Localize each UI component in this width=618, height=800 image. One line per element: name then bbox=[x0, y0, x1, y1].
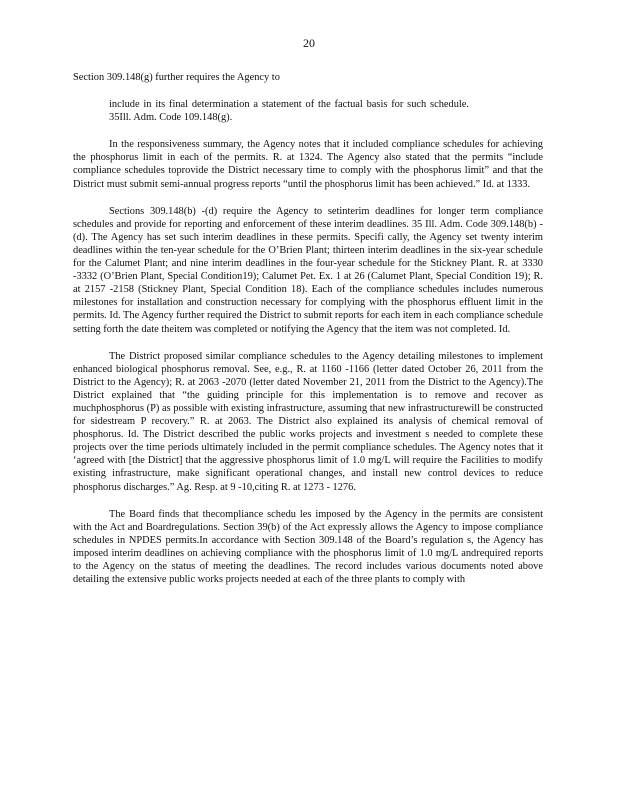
page-number: 20 bbox=[303, 36, 315, 50]
block-quote: include in its final determination a statement of the factual basis for such schedule. 35Ill. Adm. Code 109.148(g). bbox=[109, 99, 469, 124]
paragraph-interim-deadlines: Sections 309.148(b) -(d) require the Agency to setinterim deadlines for longer term compliance schedules and provide for reporting and enforcement of these interim deadlines. 35 Ill. Adm. Code 309.148(b) -(d). The Agency has set such interim deadlines in these permits. Specifi cally, the Agency set twenty interim deadlines within the ten-year schedule for the O’Brien Plant; thirteen interim deadlines in the six-year schedule for the Calumet Plant; and nine interim deadlines in the four-year schedule for the Stickney Plant. R. at 3330 -3332 (O’Brien Plant, Special Condition19); Calumet Pet. Ex. 1 at 26 (Calumet Plant, Special Condition 19); R. at 2157 -2158 (Stickney Plant, Special Condition 18). Each of the compliance schedules includes numerous milestones for installation and construction necessary for complying with the phosphorus effluent limit in the permits. Id. The Agency further required the District to submit reports for each item in each compliance schedule setting forth the date theitem was completed or notifying the Agency that the item was not completed. Id. bbox=[73, 205, 543, 335]
paragraph-district-proposal: The District proposed similar compliance schedules to the Agency detailing milestones to implement enhanced biological phosphorus removal. See, e.g., R. at 1160 -1166 (letter dated October 26, 2011 from the District to the Agency); R. at 2063 -2070 (letter dated November 21, 2011 from the District to the Agency).The District explained that “the guiding principle for this implementation is to remove and recover as muchphosphorus (P) as possible with existing infrastructure, assuming that new infrastructurewill be constructed for sidestream P recovery.” R. at 2063. The District also explained its analysis of chemical removal of phosphorus. Id. The District described the public works projects and investment s needed to complete these projects over the time periods ultimately included in the permit compliance schedules. The Agency notes that it ‘agreed with [the District] that the aggressive phosphorus limit of 1.0 mg/L will require the Facilities to modify existing infrastructure, make significant operational changes, and install new control devices to reduce phosphorus discharges.” Ag. Resp. at 9 -10,citing R. at 1273 - 1276. bbox=[73, 350, 543, 493]
paragraph-board-findings: The Board finds that thecompliance schedu les imposed by the Agency in the permits are consistent with the Act and Boardregulations. Section 39(b) of the Act expressly allows the Agency to impose compliance schedules in NPDES permits.In accordance with Section 309.148 of the Board’s regulation s, the Agency has imposed interim deadlines on achieving compliance with the phosphorus limit of 1.0 mg/L andrequired reports to the Agency on the status of meeting the deadlines. The record includes various documents noted above detailing the extensive public works projects needed at each of the three plants to comply with bbox=[73, 508, 543, 586]
paragraph-section-intro: Section 309.148(g) further requires the Agency to bbox=[73, 72, 280, 83]
document-body bbox=[73, 71, 543, 600]
paragraph-responsiveness-summary: In the responsiveness summary, the Agency notes that it included compliance schedules for achieving the phosphorus limit in each of the permits. R. at 1324. The Agency also stated that the permits “include compliance schedules toprovide the District necessary time to comply with the phosphorus limit” and that the District must submit semi-annual progress reports “until the phosphorus limit has been achieved.” Id. at 1333. bbox=[73, 139, 543, 190]
